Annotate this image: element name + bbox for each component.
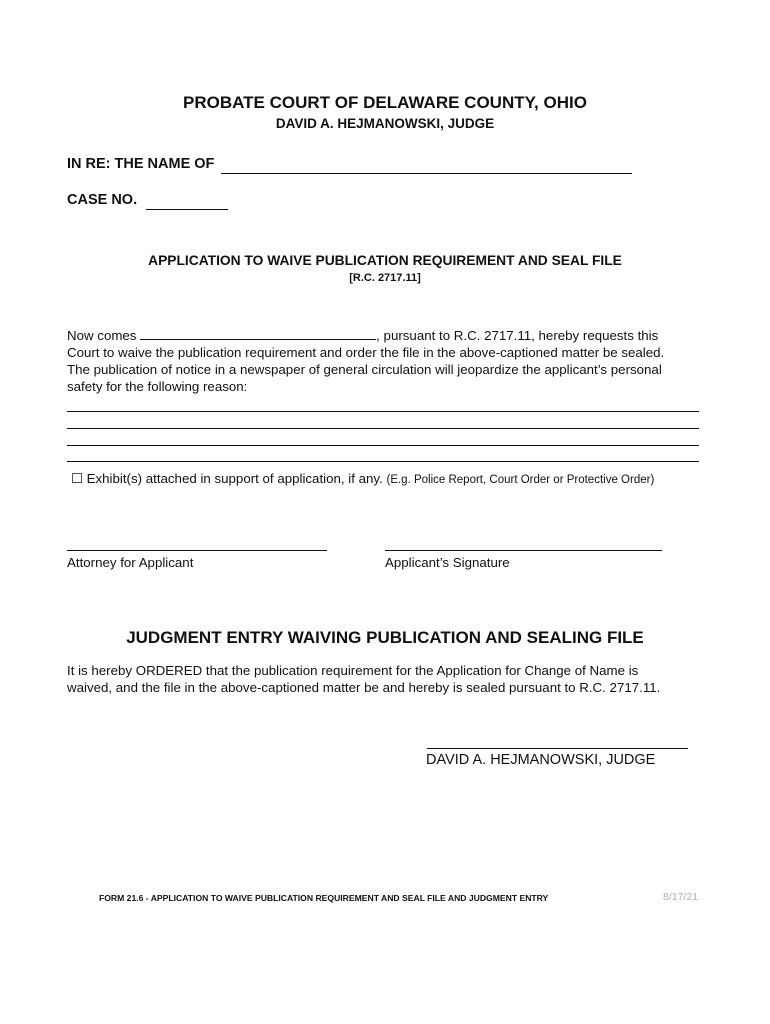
exhibit-note: (E.g. Police Report, Court Order or Protective Order) [386, 474, 655, 486]
body-line-4: safety for the following reason: [67, 379, 248, 394]
applicant-signature-label: Applicant’s Signature [385, 555, 510, 570]
exhibit-row [71, 471, 654, 487]
body-start-text: Now comes [67, 328, 137, 343]
application-title: APPLICATION TO WAIVE PUBLICATION REQUIREMENT AND SEAL FILE [148, 253, 622, 268]
exhibit-label: Exhibit(s) attached in support of application, if any. [86, 471, 383, 486]
body-line-1 [67, 327, 707, 344]
attorney-label: Attorney for Applicant [67, 555, 194, 570]
attorney-signature-line[interactable] [67, 550, 327, 551]
body-line-2: Court to waive the publication requirement and order the file in the above-captioned matter be sealed. [67, 345, 665, 360]
body-line-3: The publication of notice in a newspaper of general circulation will jeopardize the applicant’s personal [67, 362, 662, 377]
court-title: PROBATE COURT OF DELAWARE COUNTY, OHIO [183, 93, 587, 112]
body-rest-text: , pursuant to R.C. 2717.11, hereby requests this [376, 328, 659, 343]
exhibit-checkbox[interactable]: ☐ [71, 471, 83, 486]
reason-line[interactable] [67, 411, 699, 412]
judgment-line-1: It is hereby ORDERED that the publication requirement for the Application for Change of Name is [67, 663, 639, 678]
judge-signature-label: DAVID A. HEJMANOWSKI, JUDGE [426, 752, 656, 768]
case-no-blank-line[interactable] [146, 209, 228, 210]
reason-line[interactable] [67, 461, 699, 462]
judgment-title: JUDGMENT ENTRY WAIVING PUBLICATION AND SEALING FILE [126, 628, 644, 647]
judgment-line-2: waived, and the file in the above-captioned matter be and hereby is sealed pursuant to R.C. 2717.11. [67, 680, 661, 695]
judge-name-header: DAVID A. HEJMANOWSKI, JUDGE [275, 116, 495, 131]
applicant-name-blank[interactable] [140, 327, 376, 340]
in-re-label: IN RE: THE NAME OF [67, 156, 215, 172]
form-date: 8/17/21 [663, 891, 699, 903]
application-body [67, 327, 707, 395]
application-citation: [R.C. 2717.11] [349, 272, 421, 284]
case-no-label: CASE NO. [67, 192, 138, 208]
reason-line[interactable] [67, 428, 699, 429]
name-blank-line[interactable] [221, 173, 632, 174]
judge-signature-line[interactable] [427, 748, 688, 749]
applicant-signature-line[interactable] [385, 550, 662, 551]
form-footer-label: FORM 21.6 - APPLICATION TO WAIVE PUBLICATION REQUIREMENT AND SEAL FILE AND JUDGMENT ENTRY [99, 893, 549, 903]
reason-line[interactable] [67, 445, 699, 446]
